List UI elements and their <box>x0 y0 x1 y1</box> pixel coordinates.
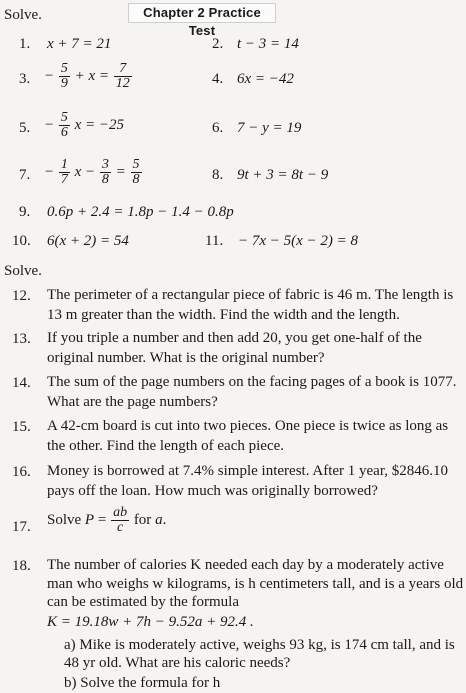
problem-number: 15. <box>12 419 31 435</box>
equation: 0.6p + 2.4 = 1.8p − 1.4 − 0.8p <box>47 204 234 220</box>
equation: − 7x − 5(x − 2) = 8 <box>238 233 359 249</box>
equation-number: 10. <box>12 233 31 249</box>
problem-part-b: b) Solve the formula for h <box>64 675 221 691</box>
problem-number: 14. <box>12 375 31 391</box>
equation-number: 7. <box>19 167 31 183</box>
equation: t − 3 = 14 <box>237 36 299 52</box>
problem-number: 13. <box>12 331 31 347</box>
equation: − $\frac{1}{7}$ x − $\frac{3}{8}$ = $\frac{5}{8}$ <box>44 157 140 188</box>
problem-text: The number of calories K needed each day by a moderately active man who weighs w kilograms, is h centimeters tall, and is a years old can be estimated by the formula <box>47 557 464 610</box>
problem-part-a: a) Mike is moderately active, weighs 93 kg, is 174 cm tall, and is 48 yr old. What are his caloric needs? <box>64 637 455 671</box>
problem-number: 18. <box>12 558 31 574</box>
equation: x + 7 = 21 <box>47 36 112 52</box>
equation: 9t + 3 = 8t − 9 <box>237 167 329 183</box>
problem-text: The perimeter of a rectangular piece of fabric is 46 m. The length is 13 m greater than the width. Find the width and the length. <box>47 287 454 323</box>
problem-number: 12. <box>12 288 31 304</box>
problem-text: Money is borrowed at 7.4% simple interest. After 1 year, $2846.10 pays off the loan. How much was originally borrowed? <box>47 463 448 499</box>
problem-text: A 42-cm board is cut into two pieces. One piece is twice as long as the other. Find the length of each piece. <box>47 418 449 454</box>
equation-number: 1. <box>19 36 31 52</box>
equation-number: 11. <box>205 233 224 249</box>
problem-text: If you triple a number and then add 20, you get one-half of the original number. What is the original number? <box>47 330 422 366</box>
solve-label: Solve. <box>4 7 42 23</box>
equation-number: 8. <box>212 167 224 183</box>
problem-text: Solve P = $\frac{ab}{c}$ for a. <box>47 505 167 536</box>
formula: K = 19.18w + 7h − 9.52a + 92.4 . <box>47 614 254 630</box>
problem-text: The sum of the page numbers on the facing pages of a book is 1077. What are the page numbers? <box>47 374 457 410</box>
equation-number: 5. <box>19 120 31 136</box>
page-title: Chapter 2 Practice Test <box>128 3 276 23</box>
equation-number: 9. <box>19 204 31 220</box>
equation: 7 − y = 19 <box>237 120 302 136</box>
equation: − $\frac{5}{6}$ x = −25 <box>44 110 125 141</box>
equation: − $\frac{5}{9}$ + x = $\frac{7}{12}$ <box>44 61 130 92</box>
equation-number: 4. <box>212 71 224 87</box>
problem-number: 17. <box>12 519 31 535</box>
equation: 6x = −42 <box>237 71 294 87</box>
solve-label: Solve. <box>4 263 42 279</box>
problem-number: 16. <box>12 464 31 480</box>
equation-number: 3. <box>19 71 31 87</box>
equation-number: 6. <box>212 120 224 136</box>
equation: 6(x + 2) = 54 <box>47 233 129 249</box>
equation-number: 2. <box>212 36 224 52</box>
